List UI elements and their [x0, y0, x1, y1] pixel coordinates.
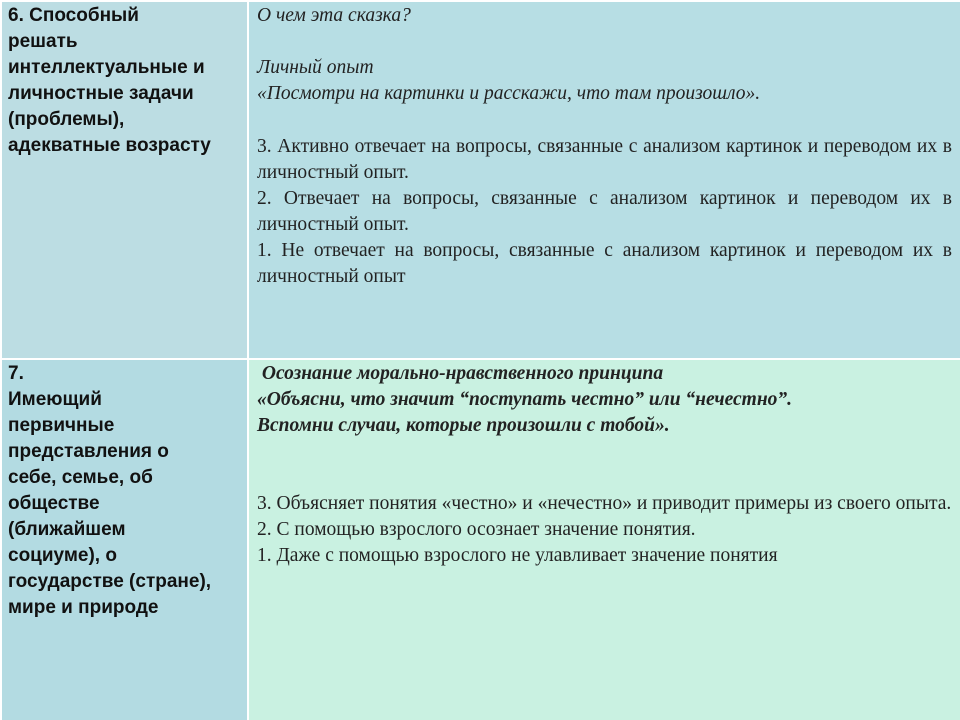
indicator-cell-6 — [1, 1, 248, 359]
indicator-line: адекватные возрасту — [8, 135, 211, 156]
indicator-line: Имеющий — [8, 389, 102, 410]
indicator-line: социуме), о — [8, 545, 117, 566]
indicator-line: обществе — [8, 493, 100, 514]
indicator-line: первичные — [8, 415, 115, 436]
indicator-line: мире и природе — [8, 597, 159, 618]
indicator-line: личностные задачи — [8, 83, 194, 104]
indicator-cell-7 — [1, 359, 248, 720]
section-title: Личный опыт — [257, 57, 374, 78]
criterion-3: 3. Активно отвечает на вопросы, связанные с анализом картинок и переводом их в личностный опыт. — [257, 136, 952, 183]
indicator-line: 6. Способный — [8, 5, 139, 26]
indicator-line: государстве (стране), — [8, 571, 212, 592]
task-cell-7 — [248, 359, 960, 720]
criterion-1: 1. Даже с помощью взрослого не улавливает значение понятия — [257, 545, 778, 566]
criterion-2: 2. С помощью взрослого осознает значение понятия. — [257, 519, 696, 540]
task-text — [249, 2, 960, 290]
task-prompt: «Посмотри на картинки и расскажи, что там произошло». — [257, 83, 761, 104]
indicator-line: (ближайшем — [8, 519, 126, 540]
indicator-line: себе, семье, об — [8, 467, 153, 488]
table-row — [1, 1, 960, 359]
indicator-text — [2, 360, 247, 621]
task-prompt-line: «Объясни, что значит “поступать честно” или “нечестно”. — [257, 389, 793, 410]
criterion-3: 3. Объясняет понятия «честно» и «нечестно» и приводит примеры из своего опыта. — [257, 493, 952, 514]
indicator-line: (проблемы), — [8, 109, 125, 130]
task-cell-6 — [248, 1, 960, 359]
question: О чем эта сказка? — [257, 5, 411, 26]
criterion-1: 1. Не отвечает на вопросы, связанные с анализом картинок и переводом их в личностный опыт — [257, 240, 952, 287]
indicator-line: представления о — [8, 441, 169, 462]
table-row — [1, 359, 960, 720]
indicator-text — [2, 2, 247, 159]
indicator-line: решать — [8, 31, 78, 52]
indicator-line: интеллектуальные и — [8, 57, 205, 78]
section-title: Осознание морально-нравственного принципа — [257, 363, 664, 384]
criterion-2: 2. Отвечает на вопросы, связанные с анализом картинок и переводом их в личностный опыт. — [257, 188, 952, 235]
task-prompt-line: Вспомни случаи, которые произошли с тобой». — [257, 415, 670, 436]
task-text — [249, 360, 960, 569]
indicator-line: 7. — [8, 363, 24, 384]
